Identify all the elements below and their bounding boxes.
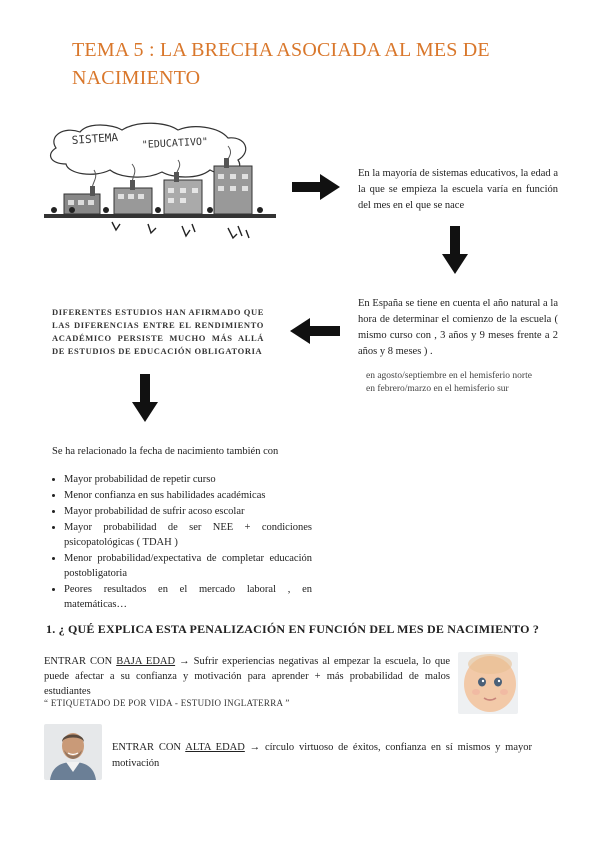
low-age-text: → Sufrir experiencias negativas al empezar la escuela, lo que puede afectar a su confianza y motivación para aprender + más probabilidad de malos estudiantes [44,656,450,697]
related-intro: Se ha relacionado la fecha de nacimiento también con [52,446,279,457]
cartoon-word-sistema: SISTEMA [71,130,119,147]
low-age-term: BAJA EDAD [116,656,176,667]
arrow-down-icon [132,374,158,422]
age-varies-text: En la mayoría de sistemas educativos, la edad a la que se empieza la escuela varía en función del mes en el que se nace [358,168,558,211]
page-title: TEMA 5 : LA BRECHA ASOCIADA AL MES DE NACIMIENTO [72,39,490,89]
hemisphere-note [366,370,532,396]
arrow-down-icon [442,226,468,274]
baby-photo [458,652,518,714]
arrow-left-icon [290,318,340,344]
list-item: • Mayor probabilidad de repetir curso [64,472,312,487]
list-item: • Mayor probabilidad de ser NEE + condiciones psicopatológicas ( TDAH ) [64,520,312,550]
list-item: • Peores resultados en el mercado laboral , en matemáticas… [64,582,312,612]
list-item: • Menor confianza en sus habilidades académicas [64,488,312,503]
high-age-prefix: ENTRAR CON [112,742,186,753]
school-system-cartoon [42,118,278,246]
cartoon-word-educativo: "EDUCATIVO" [141,136,209,151]
man-photo [44,724,102,780]
studies-statement: DIFERENTES ESTUDIOS HAN AFIRMADO QUE LAS DIFERENCIAS ENTRE EL RENDIMIENTO ACADÉMICO PERSISTE MUCHO MÁS ALLÁ DE ESTUDIOS DE EDUCACIÓN OBLIGATORIA [52,307,264,356]
high-age-term: ALTA EDAD [185,742,245,753]
high-age-paragraph [112,740,532,772]
list-item: • Mayor probabilidad de sufrir acoso escolar [64,504,312,519]
low-age-quote: “ ETIQUETADO DE POR VIDA - ESTUDIO INGLATERRA ” [44,698,290,708]
low-age-prefix: ENTRAR CON [44,656,117,667]
hemisphere-north: en agosto/septiembre en el hemisferio norte [366,371,532,381]
section-heading: 1. ¿ QUÉ EXPLICA ESTA PENALIZACIÓN EN FUNCIÓN DEL MES DE NACIMIENTO ? [46,622,540,636]
hemisphere-south: en febrero/marzo en el hemisferio sur [366,384,509,394]
list-item: • Menor probabilidad/expectativa de completar educación postobligatoria [64,551,312,581]
arrow-right-icon [292,174,340,200]
consequences-list [46,472,312,613]
low-age-paragraph [44,654,450,699]
spain-natural-year-text: En España se tiene en cuenta el año natural a la hora de determinar el comienzo de la escuela ( mismo curso con , 3 años y 9 meses frente a 2 años y 8 meses ) . [358,298,558,357]
high-age-text: → círculo virtuoso de éxitos, confianza en sí mismos y mayor motivación [112,742,532,769]
